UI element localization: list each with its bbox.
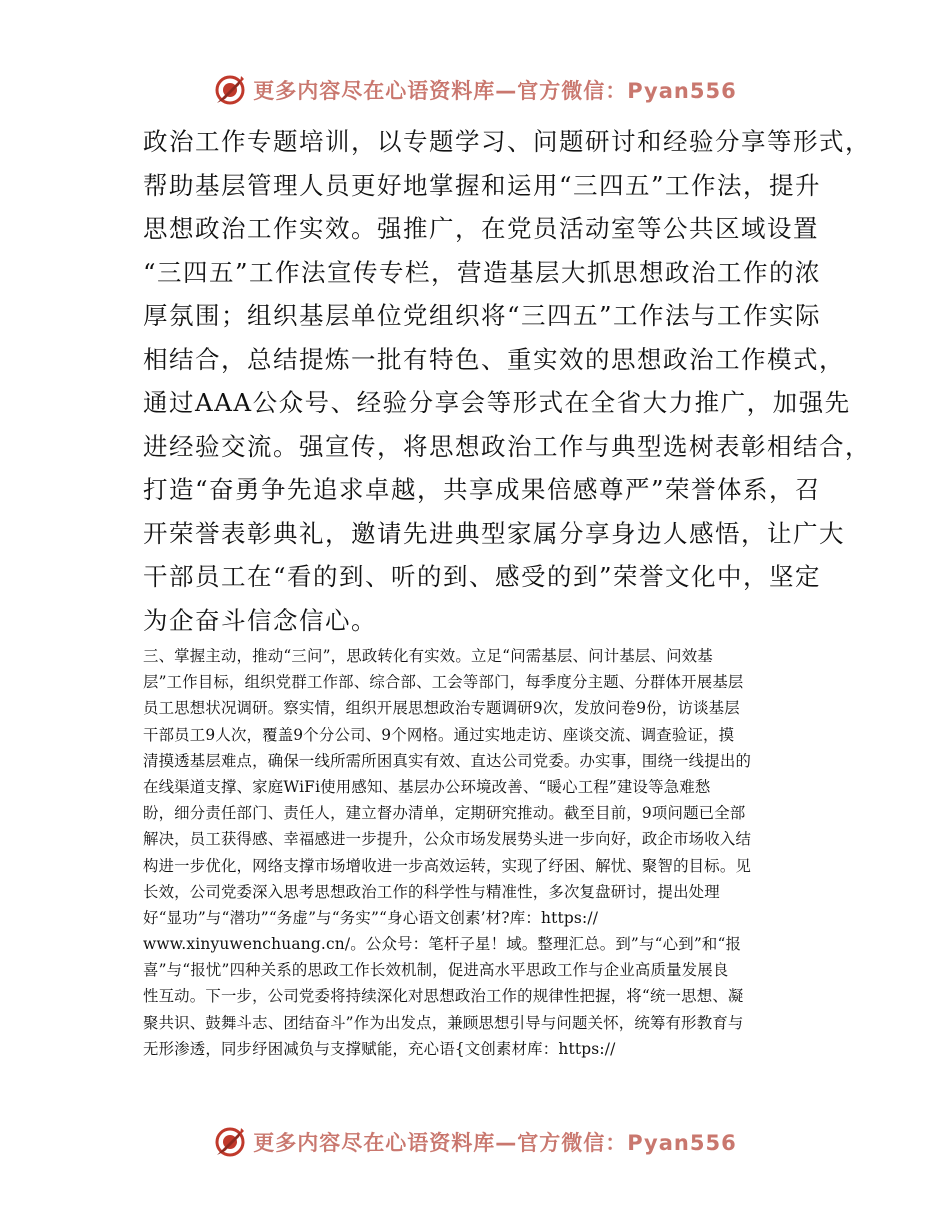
text-line: 盼，细分责任部门、责任人，建立督办清单，定期研究推动。截至目前，9项问题已全部 — [143, 804, 746, 823]
text-line: www.xinyuwenchuang.cn/。公众号：笔杆子星！域。整理汇总。到”与“心到”和“报 — [143, 935, 742, 954]
text-line: 政治工作专题培训，以专题学习、问题研讨和经验分享等形式， — [143, 127, 871, 156]
text-line: 干部员工9人次，覆盖9个分公司、9个网格。通过实地走访、座谈交流、调查验证，摸 — [143, 725, 735, 744]
quill-logo-icon — [213, 1125, 247, 1159]
text-line: 相结合，总结提炼一批有特色、重实效的思想政治工作模式， — [143, 344, 845, 374]
footer-banner — [0, 1122, 950, 1162]
text-line: 好“显功”与“潜功”“务虚”与“务实”“身心语文创素’材?库：https:// — [143, 908, 599, 927]
text-line: 思想政治工作实效。强推广，在党员活动室等公共区域设置 — [143, 214, 819, 243]
text-line: 打造“奋勇争先追求卓越，共享成果倍感尊严”荣誉体系，召 — [143, 475, 822, 504]
text-line: 帮助基层管理人员更好地掌握和运用“三四五”工作法，提升 — [143, 170, 822, 200]
text-line: 构进一步优化，网络支撑市场增收进一步高效运转，实现了纾困、解忧、聚智的目标。见 — [143, 856, 752, 875]
text-line: 喜”与“报忧”四种关系的思政工作长效机制，促进高水平思政工作与企业高质量发展良 — [143, 961, 729, 980]
text-line: 为企奋斗信念信心。 — [143, 605, 377, 635]
text-line: 聚共识、鼓舞斗志、团结奋斗”作为出发点，兼顾思想引导与问题关怀，统筹有形教育与 — [143, 1013, 744, 1032]
text-line: 三、掌握主动，推动“三问”，思政转化有实效。立足“问需基层、问计基层、问效基 — [143, 647, 713, 665]
text-line: 长效，公司党委深入思考思想政治工作的科学性与精准性，多次复盘研讨，提出处理 — [143, 882, 720, 901]
text-line: “三四五”工作法宣传专栏，营造基层大抓思想政治工作的浓 — [143, 257, 822, 287]
section-three-paragraph — [143, 643, 823, 1062]
main-paragraph — [143, 120, 871, 642]
header-banner — [0, 70, 950, 110]
text-line: 无形渗透，同步纾困减负与支撑赋能，充心语{文创素材库：https:// — [143, 1039, 616, 1058]
text-line: 开荣誉表彰典礼，邀请先进典型家属分享身边人感悟，让广大 — [143, 518, 845, 548]
text-line: 解决，员工获得感、幸福感进一步提升，公众市场发展势头进一步向好，政企市场收入结 — [143, 830, 752, 849]
header-banner-text: 更多内容尽在心语资料库—官方微信：Pyan556 — [253, 79, 737, 103]
quill-logo-icon — [213, 73, 247, 107]
text-line: 员工思想状况调研。察实情，组织开展思想政治专题调研9次，发放问卷9份，访谈基层 — [143, 699, 740, 718]
text-line: 层”工作目标，组织党群工作部、综合部、工会等部门，每季度分主题、分群体开展基层 — [143, 673, 744, 692]
text-line: 干部员工在“看的到、听的到、感受的到”荣誉文化中，坚定 — [143, 562, 822, 591]
text-line: 厚氛围；组织基层单位党组织将“三四五”工作法与工作实际 — [143, 301, 822, 330]
text-line: 清摸透基层难点，确保一线所需所困真实有效、直达公司党委。办实事，围绕一线提出的 — [143, 751, 752, 770]
text-line: 性互动。下一步，公司党委将持续深化对思想政治工作的规律性把握，将“统一思想、凝 — [143, 987, 744, 1006]
text-line: 通过AAA公众号、经验分享会等形式在全省大力推广，加强先 — [143, 388, 851, 417]
text-line: 进经验交流。强宣传，将思想政治工作与典型选树表彰相结合， — [143, 431, 871, 461]
text-line: 在线渠道支撑、家庭WiFi使用感知、基层办公环境改善、“暖心工程”建设等急难愁 — [143, 777, 711, 796]
footer-banner-text: 更多内容尽在心语资料库—官方微信：Pyan556 — [253, 1131, 737, 1155]
